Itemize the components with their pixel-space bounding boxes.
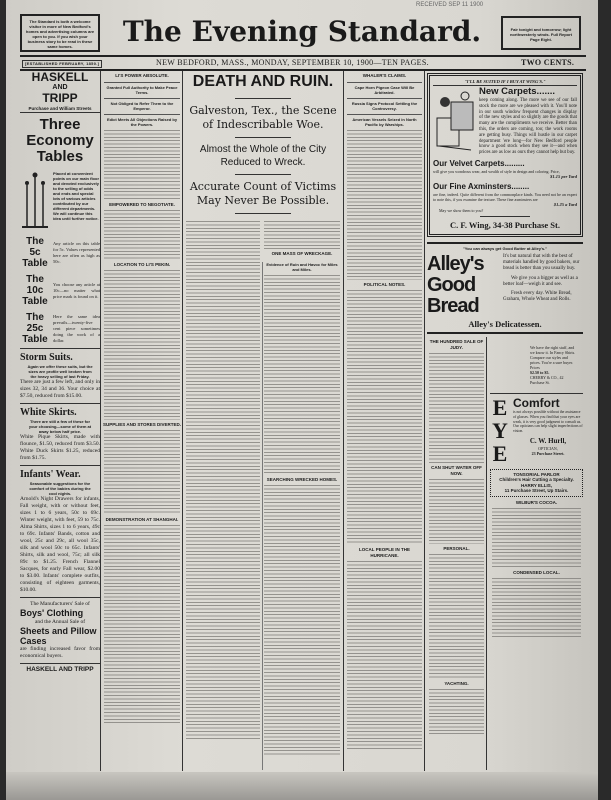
right-article-column [427, 337, 487, 770]
alley-text: It's but natural that with the best of materials handled by good bakers, our bread is better than you usually buy. [503, 253, 580, 272]
ad-name: HASKELL [31, 71, 89, 84]
wing-headline: New Carpets....... [479, 86, 556, 97]
main-deck-2: Almost the Whole of the City Reduced to Wreck. [199, 144, 327, 168]
table-5c-label: The 5c Table [22, 236, 48, 269]
main-deck-3: Accurate Count of Victims May Never Be Possible. [189, 180, 337, 207]
wing-ask: May we show them to you? [439, 207, 484, 213]
white-skirts-title: White Skirts. [20, 407, 77, 418]
wing-signature: C. F. Wing, 34-38 Purchase St. [450, 219, 560, 230]
article-headline: CONDENSED LOCAL. [513, 569, 560, 575]
article-headline: LOCAL PEOPLE IN THE HURRICANE. [359, 547, 410, 558]
small-ad-price: $2.50 to $5. [530, 369, 550, 375]
velvet-price: $1.15 per Yard [550, 173, 577, 179]
ad-footer: HASKELL AND TRIPP [20, 663, 100, 674]
tonsorial-title: TONSORIAL PARLOR [513, 471, 560, 477]
table-10c-text: You choose any article at 10c—no matter what price mark is found on it. [53, 281, 100, 299]
article-headline: POLITICAL NOTES. [363, 282, 406, 287]
axminsters-title: Our Fine Axminsters........ [433, 181, 530, 191]
alley-text-2: We give you a bigger as well as a better loaf—weigh it and see. [503, 275, 578, 287]
eye-text: is not always possible without the assistance of glasses. When you find that your eyes are weak, it is very good judgment to consult us. Our opticians can help slight imperfections of vision. [513, 409, 583, 434]
newspaper-title: The Evening Standard. [122, 15, 482, 48]
eye-name: C. W. Hurll, [529, 436, 567, 445]
article-deck: Granted Full Authority to Make Peace Terms. [104, 82, 180, 95]
article-headline: WILBUR'S COCOA. [515, 499, 558, 505]
main-headline: DEATH AND RUIN. [192, 73, 334, 90]
received-stamp: RECEIVED SEP 11 1900 [416, 2, 484, 8]
carpet-shop-illustration [433, 88, 477, 152]
article-headline: SUPPLIES AND STORES DIVERTED. [102, 422, 181, 427]
ad-headline: Three Economy Tables [26, 116, 94, 165]
table-5c-text: Any article on this table for 5c. Values represented here are often as high as 50c. [53, 240, 100, 264]
tonsorial-text: Children's Hair Cutting a Specialty. [499, 477, 574, 483]
article-headline: LOCATION TO LI'S PEKIN. [113, 262, 171, 267]
wing-carpet-ad [427, 73, 583, 237]
white-skirts-note: There are still a few of these for your choosing—some of them at away below half price. [28, 419, 92, 434]
storm-suits-note: Again we offer these suits, but the sizes are profile well broken from the heavy selling of last Friday. [27, 364, 93, 379]
tonsorial-address: 11 Purchase Street, Up Stairs. [504, 488, 569, 494]
infants-wear-title: Infants' Wear. [20, 469, 81, 480]
left-ear: The Standard is both a welcome visitor in more of New Bedford's homes and advertising columns are open to you. If you wish your business story to be read in these same homes. [20, 14, 100, 52]
li-column [102, 71, 182, 771]
ad-intro: Placed at convenient points on our main floor and devoted exclusively to the selling of odds and ends and special lots of various articles contributed by our different departments. We will continue this idea until further notice. [53, 171, 100, 221]
price: TWO CENTS. [521, 58, 575, 67]
tonsorial-parlor-ad [490, 469, 583, 497]
article-headline: CAN SHUT WATER OFF NOW. [431, 464, 482, 476]
small-ad-signature: CHERRY & CO., 42 Purchase St. [530, 374, 564, 385]
main-deck-1: Galveston, Tex., the Scene of Indescribable Woe. [189, 104, 337, 131]
annual-sale-text: and the Annual Sale of [34, 619, 86, 625]
alley-bread-ad [427, 242, 583, 334]
wing-text: keep coming along. The more we see of our fall stock the more are we pleased with it. You'll note in our south window frequent changes in display of the new styles and so slightly are the goods that many are the compliments we receive. Better than this, the orders are coming, too; the work rooms are getting busy. Things will hustle in our carpet department 'ere long—for New Bedford people know a good stock when they see it—and when prices are as low as ours they cannot help but buy. [479, 98, 577, 156]
article-headline: ONE MASS OF WRECKAGE. [271, 251, 333, 256]
infants-wear-note: Seasonable suggestions for the comfort of the babies during the cool nights. [29, 481, 91, 496]
article-deck: Cape Horn Pigeon Case Will Be Arbitrated. [347, 82, 422, 95]
local-news-column [490, 500, 583, 638]
ad-name-2: TRIPP [42, 91, 78, 105]
velvet-text: will give you wondrous wear, and wealth of style in design and coloring. Price, [433, 168, 560, 174]
article-headline: EMPOWERED TO NEGOTIATE. [109, 202, 175, 207]
storm-suits-title: Storm Suits. [20, 352, 73, 363]
mfr-sale-text: The Manufacturers' Sale of [30, 601, 90, 607]
sheets-title: Sheets and Pillow Cases [20, 626, 97, 646]
article-headline: PERSONAL. [443, 545, 470, 551]
whaler-column [345, 71, 424, 771]
established-note: [ESTABLISHED FEBRUARY, 1850.] [22, 60, 102, 68]
alley-slogan: "You can always get Good Butter at Alley's." [462, 245, 548, 251]
alley-name: Alley's Good Bread [427, 252, 484, 317]
article-deck: Not Obliged to Refer Them to the Emperor. [104, 98, 180, 111]
table-10c-label: The 10c Table [22, 274, 48, 307]
alley-text-3: Fresh every day. White Bread, Graham, Whole Wheat and Rolls. [503, 290, 572, 303]
haskell-tripp-ad [20, 71, 100, 771]
eye-letters: EYE [492, 394, 508, 466]
right-ad-column [427, 73, 583, 770]
closing-text: are finding increased favor from economical buyers. [20, 646, 100, 659]
article-headline: WHALER'S CLAIMS. [362, 73, 407, 78]
eye-comfort-ad [490, 393, 583, 465]
small-ad-text: We have the right stuff, and we know it. In Fancy Shirts. Compare our styles and prices. You're a sure buyer. Prices [530, 344, 576, 370]
newspaper-page [6, 0, 598, 800]
eye-headline: Comfort [513, 395, 560, 410]
eye-title: OPTICIAN, [538, 445, 558, 451]
article-deck: Russia Signs Protocol Settling the Controversy. [347, 98, 422, 111]
alley-signature: Alley's Delicatessen. [468, 318, 542, 329]
ad-and: AND [52, 84, 68, 91]
table-25c-text: Here the same idea prevails—twenty-five cent piece sometimes doing the work of a dollar. [53, 313, 100, 343]
wing-slogan: "I'LL BE SUITED IF I BUY AT WING'S." [433, 79, 577, 86]
article-headline: LI'S POWER ABSOLUTE. [115, 73, 169, 78]
axminsters-text: are fine, indeed. Quite different from the commonplace kinds. You need not be an expert to note this, if you examine the texture. These fine axminsters are [433, 191, 577, 202]
article-headline: YACHTING. [444, 680, 469, 686]
candles-illustration [20, 171, 50, 231]
eye-address: 23 Purchase Street. [531, 450, 565, 456]
storm-suits-text: There are just a few left, and only in sizes 32, 34 and 36. Your choice at $7.50, reduced from $15.00. [20, 379, 100, 399]
infants-wear-text: Arnold's Night Drawers for infants, Fall weight, with or without feet, sizes 1 to 6 years, 50c to 69c. Winter weight, with feet, 59 to 75c. Alma Shirts, sizes 1 to 6 years, 49c to 69c. Infants' Bands, cotton and wool, 25c and 29c, all wool 35c, silk and wool 50c to 65c. Infants' Shirts, silk and wool, 75c; all silk 89c to $1.25. French Flannel Sacques, for early Fall wear, $2.00 to $3.00. Infants' complete outfits, consisting of eighteen garments, $10.00. [20, 496, 100, 593]
article-deck: American Vessels Seized in North Pacific by Warships. [347, 114, 422, 127]
white-skirts-text: White Pique Skirts, made with flounce, $1.50, reduced from $3.50. White Duck Skirts $1.25, reduced from $1.75. [20, 434, 100, 461]
article-headline: SEARCHING WRECKED HOMES. [266, 477, 338, 482]
article-headline: THE HUNDRED SALE OF JUDY. [429, 338, 484, 350]
page-bottom-edge [6, 772, 598, 800]
weather-ear: Fair tonight and tomorrow; light northwesterly winds. Full Report Page Eight. [501, 16, 581, 50]
cherry-shirts-ad [530, 345, 576, 385]
boys-clothing-title: Boys' Clothing [20, 608, 84, 618]
ad-address: Purchase and William Streets [20, 105, 100, 113]
velvet-carpets-title: Our Velvet Carpets......... [433, 158, 525, 168]
axminsters-price: $1.25 a Yard [553, 201, 577, 207]
article-deck: Evidence of Ruin and Havoc for Miles and Miles. [266, 262, 338, 272]
dateline: NEW BEDFORD, MASS., MONDAY, SEPTEMBER 10, 1900—TEN PAGES. [156, 58, 429, 67]
article-deck: Edict Meets All Objections Raised by the Powers. [104, 114, 180, 127]
table-25c-label: The 25c Table [22, 312, 48, 345]
article-headline: DEMONSTRATION AT SHANGHAI. [105, 517, 179, 522]
main-story [184, 71, 342, 771]
tonsorial-name: HARRY ELLIS, [520, 482, 552, 488]
